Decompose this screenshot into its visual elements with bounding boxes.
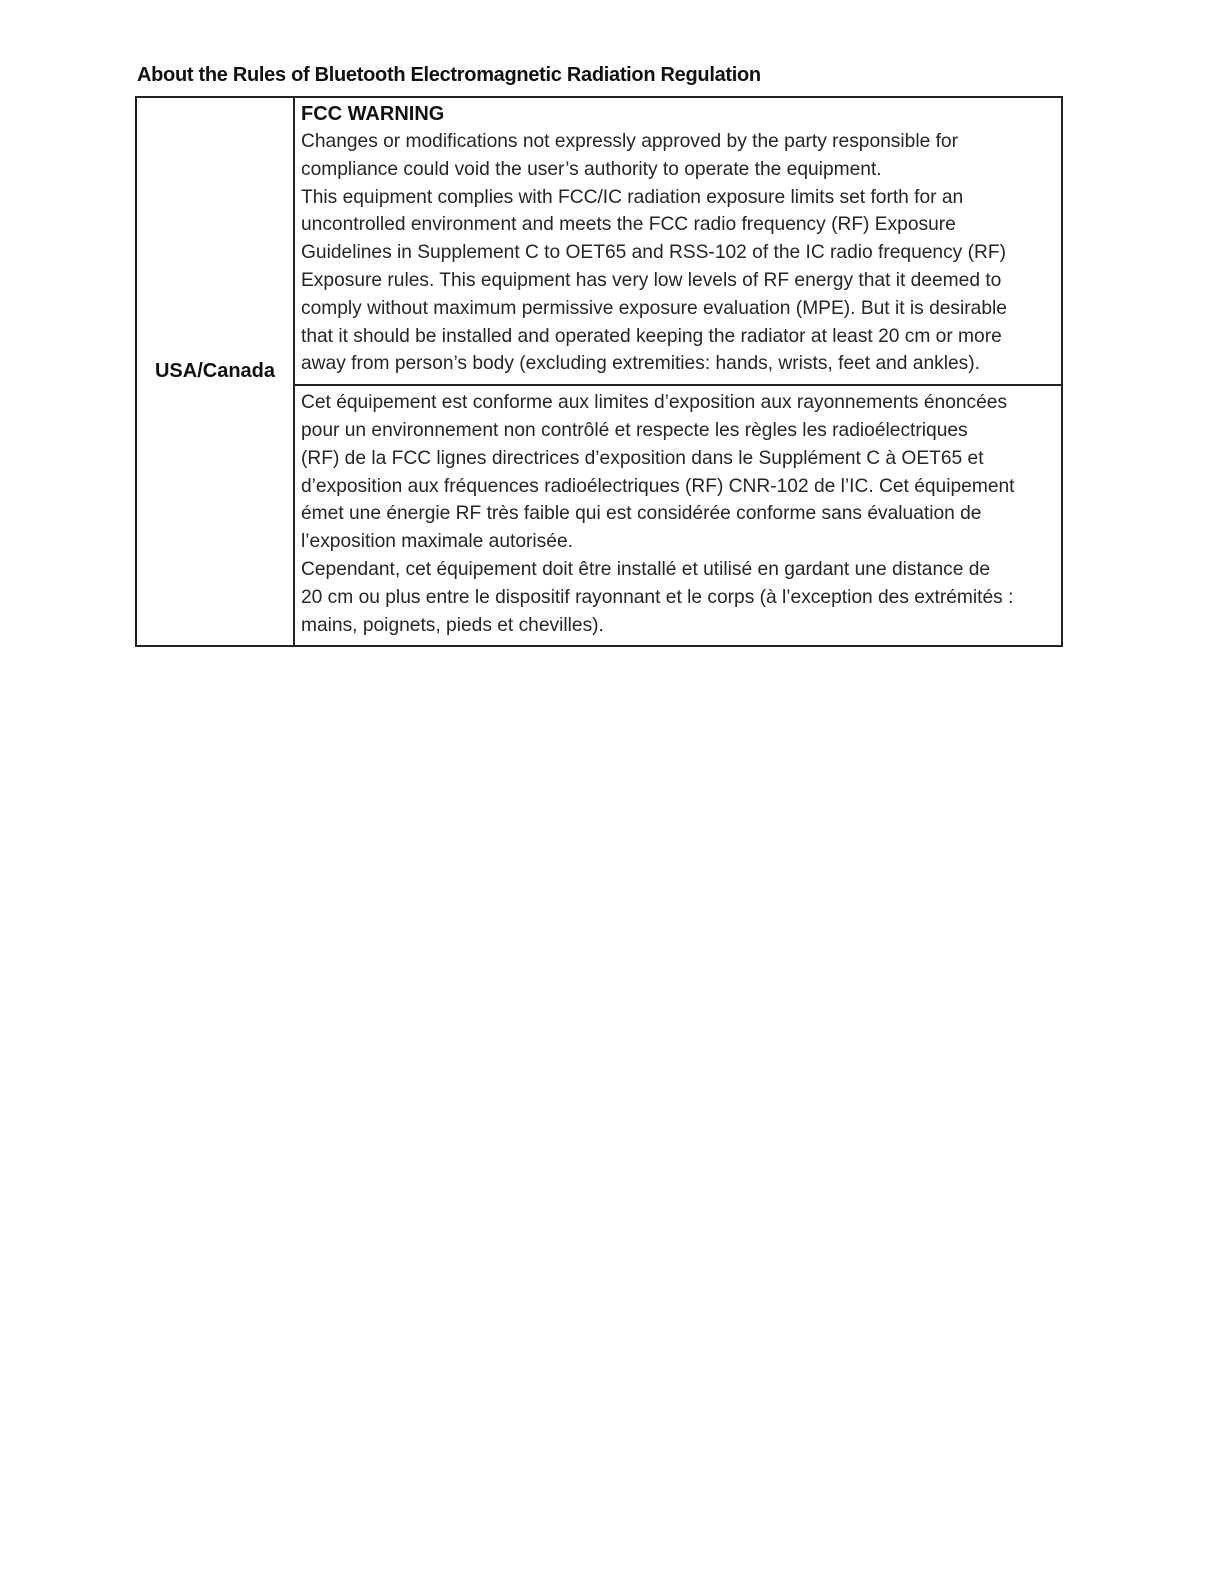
english-line: away from person’s body (excluding extremities: hands, wrists, feet and ankles). [301, 353, 980, 375]
region-label: USA/Canada [136, 97, 294, 646]
french-line: l’exposition maximale autorisée. [301, 531, 573, 553]
french-line: pour un environnement non contrôlé et respecte les règles les radioélectriques [301, 419, 968, 441]
page-title: About the Rules of Bluetooth Electromagnetic Radiation Regulation [137, 64, 761, 86]
english-line: compliance could void the user’s authority to operate the equipment. [301, 158, 882, 180]
french-line: mains, poignets, pieds et chevilles). [301, 614, 604, 636]
french-line: (RF) de la FCC lignes directrices d’exposition dans le Supplément C à OET65 et [301, 447, 984, 469]
english-line: Changes or modifications not expressly approved by the party responsible for [301, 131, 958, 152]
english-line: Guidelines in Supplement C to OET65 and RSS-102 of the IC radio frequency (RF) [301, 242, 1006, 264]
french-line: Cet équipement est conforme aux limites d’exposition aux rayonnements énoncées [301, 392, 1008, 414]
english-line: Exposure rules. This equipment has very low levels of RF energy that it deemed to [301, 269, 1002, 291]
english-line: that it should be installed and operated keeping the radiator at least 20 cm or more [301, 325, 1002, 347]
fcc-warning-cell [294, 97, 1062, 385]
english-line: This equipment complies with FCC/IC radiation exposure limits set forth for an [301, 186, 964, 208]
french-line: d’exposition aux fréquences radioélectriques (RF) CNR-102 de l’IC. Cet équipement [301, 475, 1015, 497]
french-line: Cependant, cet équipement doit être installé et utilisé en gardant une distance de [301, 558, 991, 580]
table-row-english [136, 97, 1062, 385]
fcc-warning-title: FCC WARNING [301, 103, 445, 125]
english-line: comply without maximum permissive exposure evaluation (MPE). But it is desirable [301, 297, 1007, 319]
regulation-table [135, 96, 1063, 647]
english-line: uncontrolled environment and meets the FCC radio frequency (RF) Exposure [301, 214, 956, 236]
french-notice-cell [294, 385, 1062, 646]
french-line: 20 cm ou plus entre le dispositif rayonnant et le corps (à l’exception des extrémités : [301, 586, 1014, 608]
french-line: émet une énergie RF très faible qui est considérée conforme sans évaluation de [301, 503, 982, 525]
